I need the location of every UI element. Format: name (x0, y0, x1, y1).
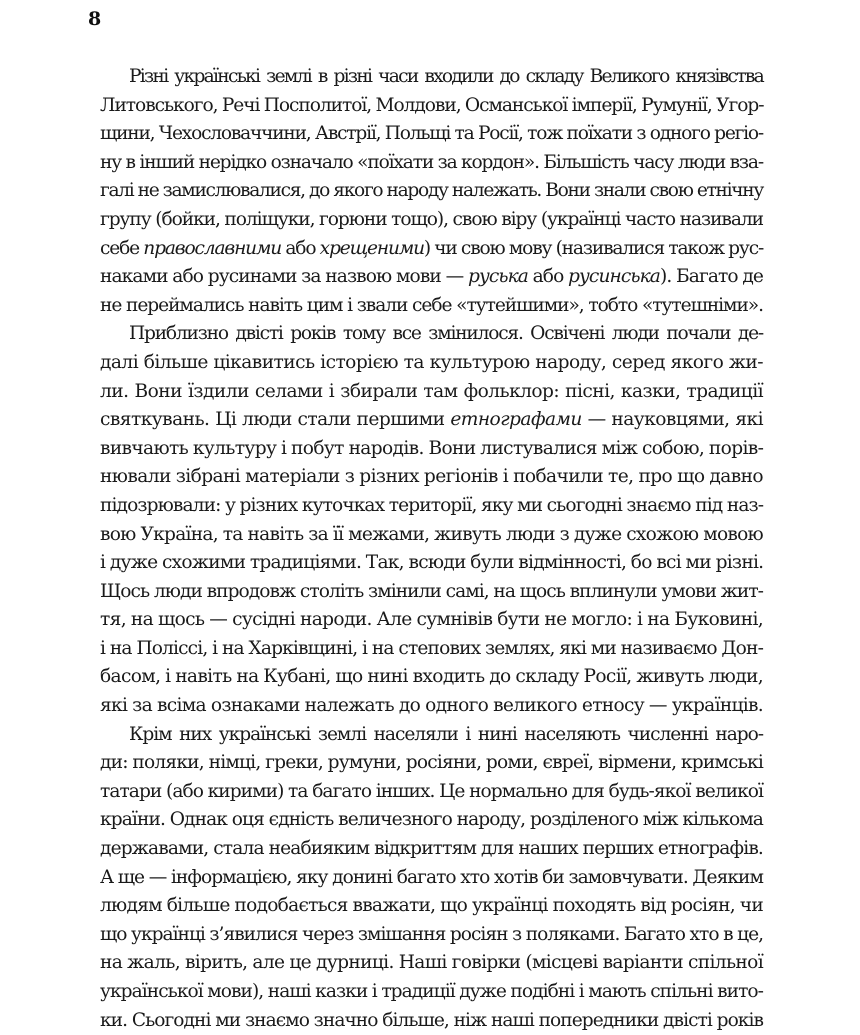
text-line (100, 320, 763, 349)
italic-term: православними (143, 237, 282, 259)
text-line (100, 349, 763, 378)
text-run: А ще — інформацією, яку донині багато хто хотів би замовчувати. Деяким (100, 866, 763, 888)
text-line (100, 635, 763, 664)
text-run: басом, і навіть на Кубані, що нині входить до складу Росії, живуть люди, (100, 666, 763, 688)
text-run: і дуже схожими традиціями. Так, всюди були відмінності, бо всі ми різні. (100, 552, 764, 574)
text-run: далі більше цікавитись історією та культурою народу, серед якого жи- (100, 351, 763, 373)
text-run: Крім них українські землі населяли і нині населяють численні наро- (129, 723, 763, 745)
text-run: ) чи свою мову (називалися також рус- (423, 237, 764, 259)
text-run: групу (бойки, поліщуки, горюни тощо), свою віру (українці часто називали (100, 208, 763, 230)
text-line (100, 806, 763, 835)
text-run: ди: поляки, німці, греки, румуни, росіяни, роми, євреї, вірмени, кримські (100, 752, 763, 774)
text-line (100, 378, 763, 407)
page-number: 8 (88, 8, 102, 30)
text-line (100, 149, 763, 178)
text-run: ну в інший нерідко означало «поїхати за кордон». Більшість часу люди вза- (100, 151, 763, 173)
text-line (100, 864, 763, 893)
text-run: тя, на щось — сусідні народи. Але сумнівів бути не могло: і на Буковині, (100, 609, 763, 631)
text-line (100, 606, 763, 635)
text-line (100, 292, 763, 321)
text-run: — науковцями, які (581, 409, 763, 431)
text-run: себе (100, 237, 144, 259)
text-run: Приблизно двісті років тому все змінилося. Освічені люди почали де- (129, 323, 763, 345)
text-run: святкувань. Ці люди стали першими (100, 409, 451, 431)
paragraph (100, 63, 763, 320)
text-run: ли. Вони їздили селами і збирали там фольклор: пісні, казки, традиції (100, 380, 763, 402)
text-run: що українці з’явилися через змішання росіян з поляками. Багато хто в це, (100, 923, 763, 945)
body-text (100, 63, 763, 1035)
italic-term: русинська (568, 266, 660, 288)
text-line (100, 692, 763, 721)
text-line (100, 235, 763, 264)
text-line (100, 92, 763, 121)
text-line (100, 721, 763, 750)
text-run: татари (або кирими) та багато інших. Це нормально для будь-якої великої (100, 780, 763, 802)
text-run: і на Поліссі, і на Харківщині, і на степових землях, які ми називаємо Дон- (100, 637, 763, 659)
text-run: Литовського, Речі Посполитої, Молдови, Османської імперії, Румунії, Угор- (100, 94, 764, 116)
text-line (100, 949, 763, 978)
text-run: наками або русинами за назвою мови — (100, 266, 468, 288)
text-line (100, 263, 763, 292)
italic-term: руська (467, 266, 528, 288)
text-run: людям більше подобається вважати, що українці походять від росіян, чи (100, 895, 763, 917)
text-line (100, 63, 763, 92)
text-line (100, 1007, 763, 1035)
text-run: вивчають культуру і побут народів. Вони листувалися між собою, порів- (100, 437, 764, 459)
text-line (100, 549, 763, 578)
text-run: не переймались навіть цим і звали себе «тутейшими», тобто «тутешніми». (100, 294, 763, 316)
text-run: української мови), наші казки і традиції дуже подібні і мають спільні вито- (100, 981, 763, 1002)
text-line (100, 406, 763, 435)
text-line (100, 921, 763, 950)
text-run: країни. Однак оця єдність величезного народу, розділеного між кількома (100, 809, 763, 831)
paragraph (100, 721, 763, 1035)
text-run: галі не замислювалися, до якого народу належать. Вони знали свою етнічну (100, 180, 763, 202)
text-line (100, 778, 763, 807)
italic-term: етнографами (450, 409, 582, 431)
text-run: нювали зібрані матеріали з різних регіонів і побачили те, про що давно (100, 466, 763, 488)
text-run: на жаль, вірить, але це дурниці. Наші говірки (місцеві варіанти спільної (100, 952, 763, 974)
text-line (100, 892, 763, 921)
text-line (100, 463, 763, 492)
text-line (100, 120, 763, 149)
text-line (100, 978, 763, 1007)
text-run: ). Багато де (660, 266, 763, 288)
text-run: щини, Чехословаччини, Австрії, Польщі та Росії, тож поїхати з одного регіо- (100, 123, 763, 145)
text-line (100, 206, 763, 235)
text-run: Щось люди впродовж століть змінили самі, на щось вплинули умови жит- (100, 580, 763, 602)
text-line (100, 835, 763, 864)
text-line (100, 177, 763, 206)
text-run: або (527, 266, 569, 288)
text-run: або (281, 237, 320, 259)
text-line (100, 749, 763, 778)
paragraph (100, 320, 763, 720)
text-line (100, 663, 763, 692)
text-run: вою Україна, та навіть за її межами, живуть люди з дуже схожою мовою (100, 523, 763, 545)
text-run: підозрювали: у різних куточках території, яку ми сьогодні знаємо під наз- (100, 494, 764, 516)
text-line (100, 435, 763, 464)
text-run: які за всіма ознаками належать до одного великого етносу — українців. (100, 695, 763, 717)
text-run: ки. Сьогодні ми знаємо значно більше, ніж наші попередники двісті років (100, 1009, 763, 1031)
text-line (100, 521, 763, 550)
text-run: державами, стала неабияким відкриттям для наших перших етнографів. (100, 838, 763, 860)
text-line (100, 492, 763, 521)
text-line (100, 578, 763, 607)
italic-term: хрещеними (319, 237, 424, 259)
text-run: Різні українські землі в різні часи входили до складу Великого князівства (129, 66, 763, 87)
